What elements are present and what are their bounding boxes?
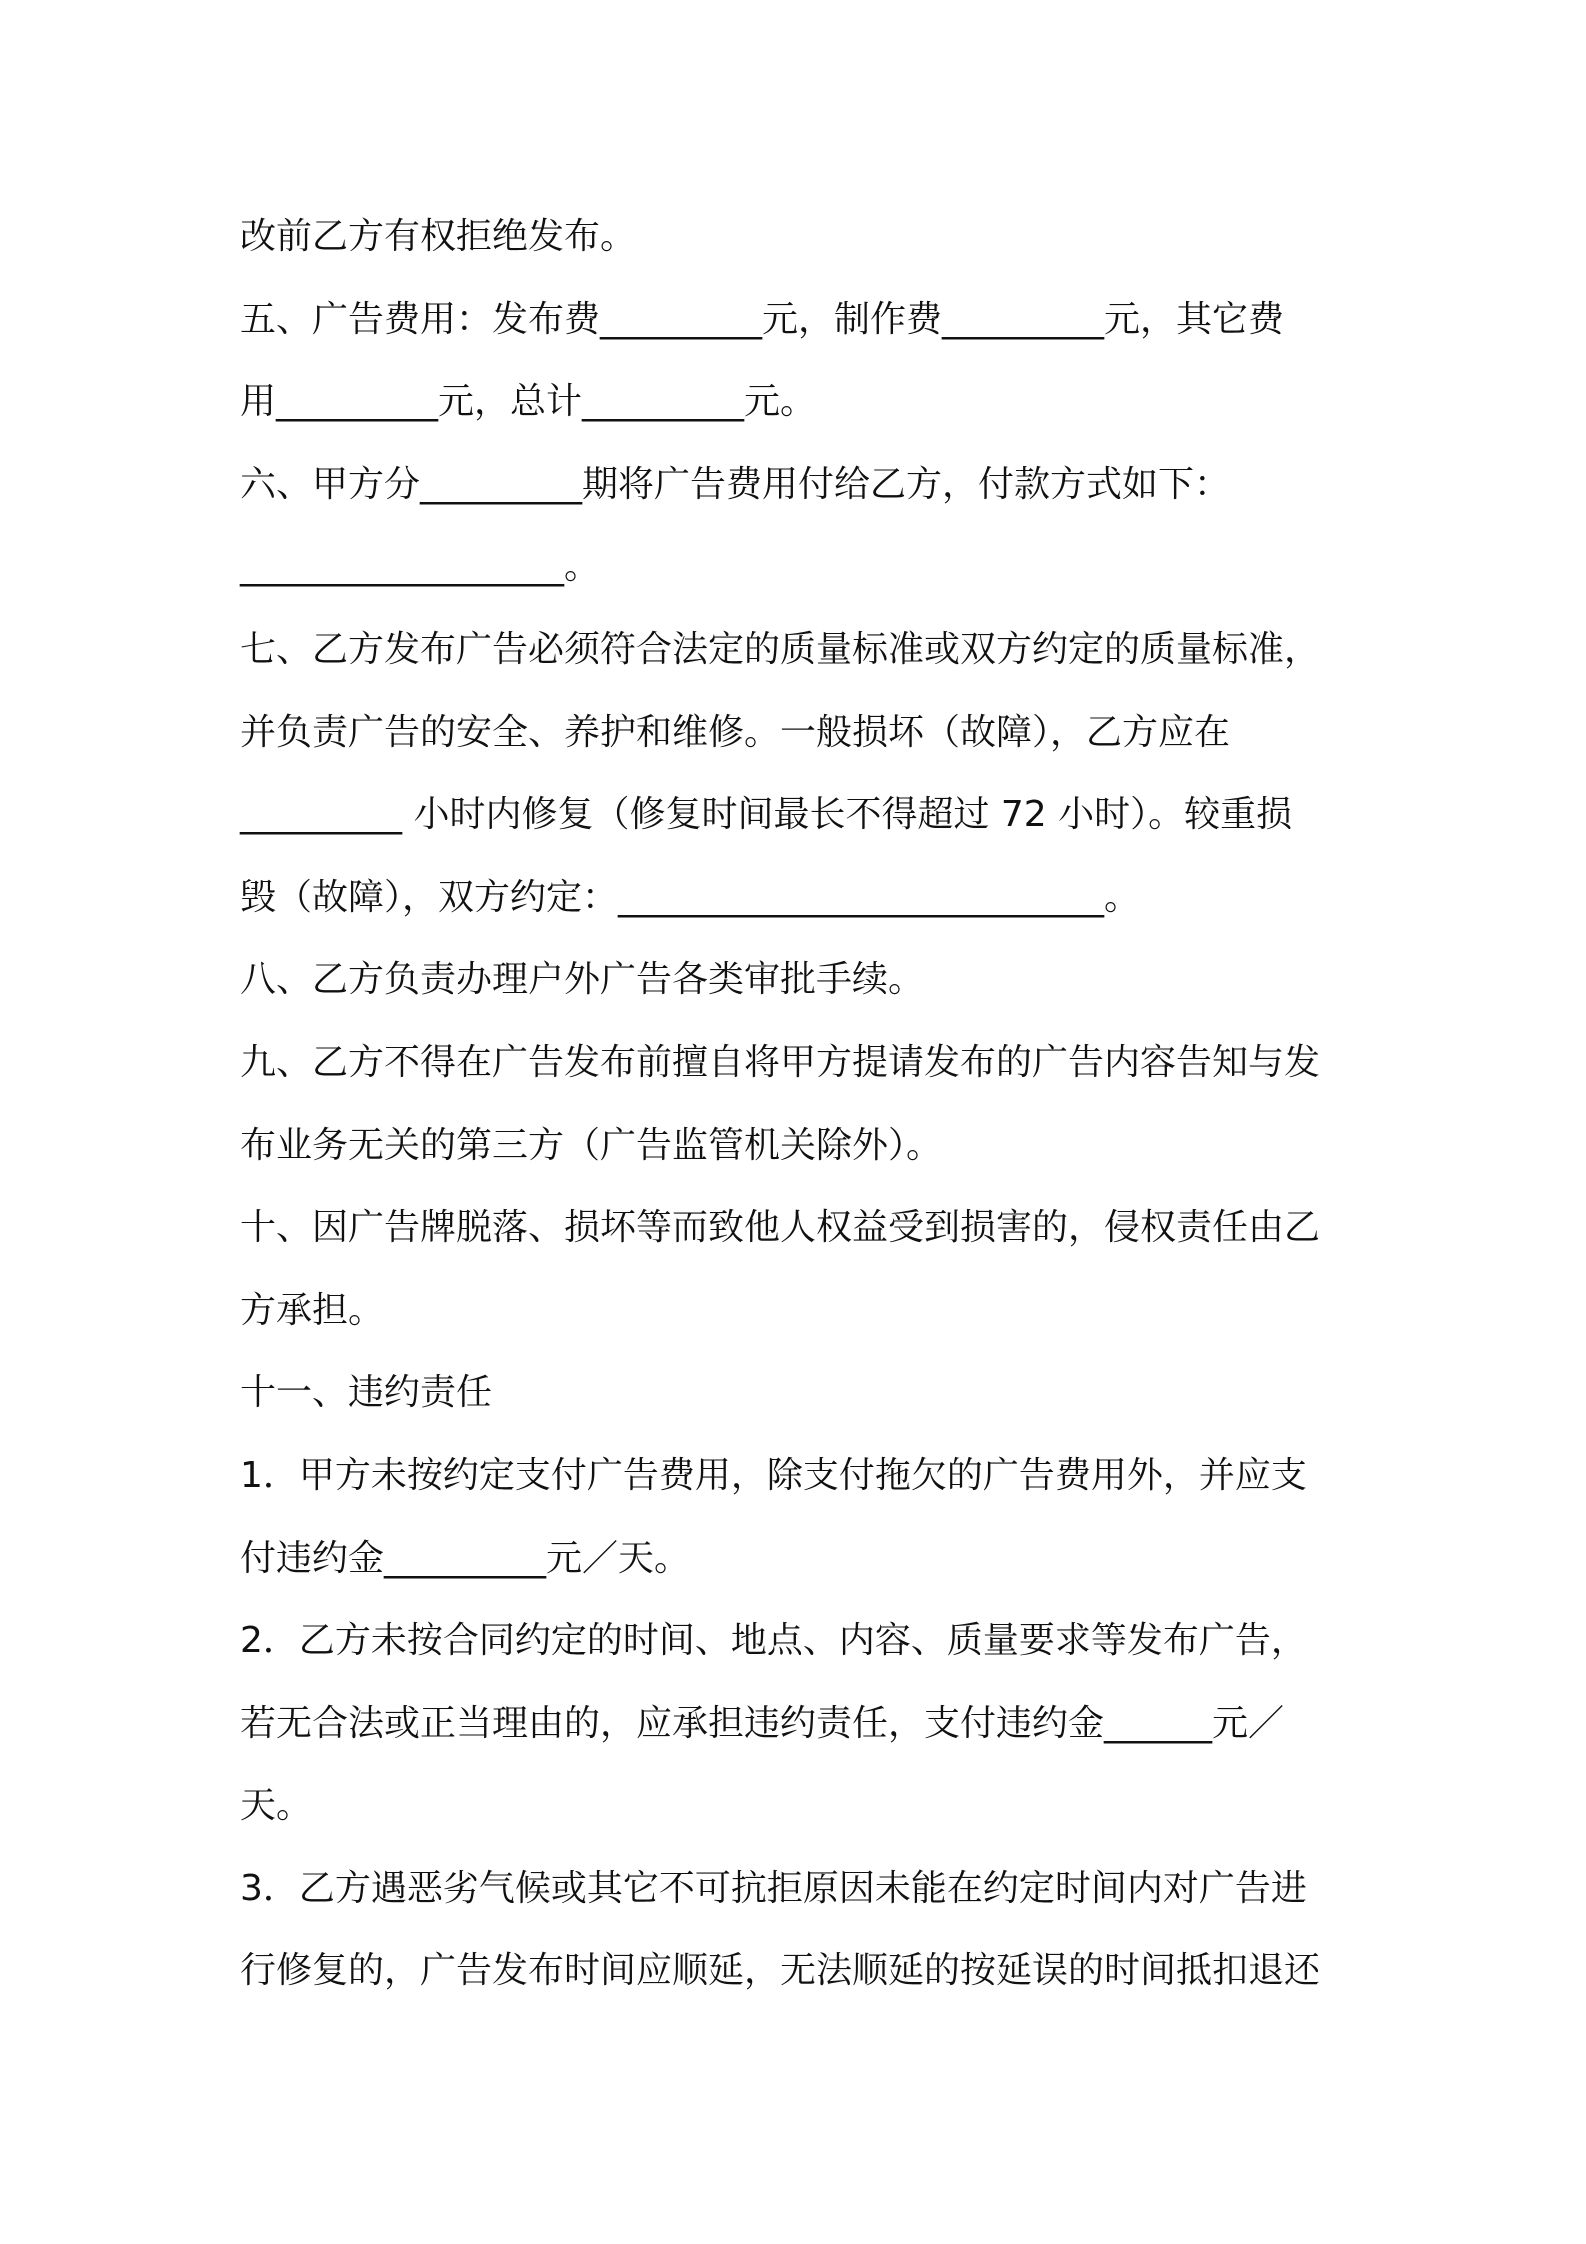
text-line-3: 用_________元，总计_________元。	[240, 381, 817, 423]
text-line-17: 付违约金_________元／天。	[240, 1537, 691, 1579]
text-line-15: 十一、违约责任	[240, 1372, 493, 1414]
text-line-4: 六、甲方分_________期将广告费用付给乙方，付款方式如下：	[240, 463, 1231, 505]
text-line-16: 1．甲方未按约定支付广告费用，除支付拖欠的广告费用外，并应支	[240, 1454, 1307, 1496]
text-line-13: 十、因广告牌脱落、损坏等而致他人权益受到损害的，侵权责任由乙	[240, 1207, 1321, 1249]
text-line-8: _________ 小时内修复（修复时间最长不得超过 72 小时）。较重损	[240, 794, 1293, 836]
text-line-12: 布业务无关的第三方（广告监管机关除外）。	[240, 1124, 943, 1166]
text-line-2: 五、广告费用：发布费_________元，制作费_________元，其它费	[240, 298, 1285, 340]
text-line-1: 改前乙方有权拒绝发布。	[240, 216, 637, 257]
document-body	[240, 196, 1360, 2013]
text-line-20: 天。	[240, 1785, 313, 1827]
text-line-21: 3．乙方遇恶劣气候或其它不可抗拒原因未能在约定时间内对广告进	[240, 1867, 1307, 1909]
text-line-7: 并负责广告的安全、养护和维修。一般损坏（故障），乙方应在	[240, 711, 1231, 753]
text-line-19: 若无合法或正当理由的，应承担违约责任，支付违约金______元／	[240, 1702, 1285, 1744]
text-line-9: 毁（故障），双方约定：___________________________。	[240, 876, 1141, 918]
text-line-11: 九、乙方不得在广告发布前擅自将甲方提请发布的广告内容告知与发	[240, 1041, 1321, 1083]
text-line-10: 八、乙方负责办理户外广告各类审批手续。	[240, 959, 925, 1001]
text-line-14: 方承担。	[240, 1289, 385, 1331]
text-line-5: __________________。	[240, 546, 600, 588]
text-line-6: 七、乙方发布广告必须符合法定的质量标准或双方约定的质量标准，	[240, 628, 1321, 670]
text-line-22: 行修复的，广告发布时间应顺延，无法顺延的按延误的时间抵扣退还	[240, 1950, 1321, 1992]
text-line-18: 2．乙方未按合同约定的时间、地点、内容、质量要求等发布广告，	[240, 1620, 1307, 1662]
